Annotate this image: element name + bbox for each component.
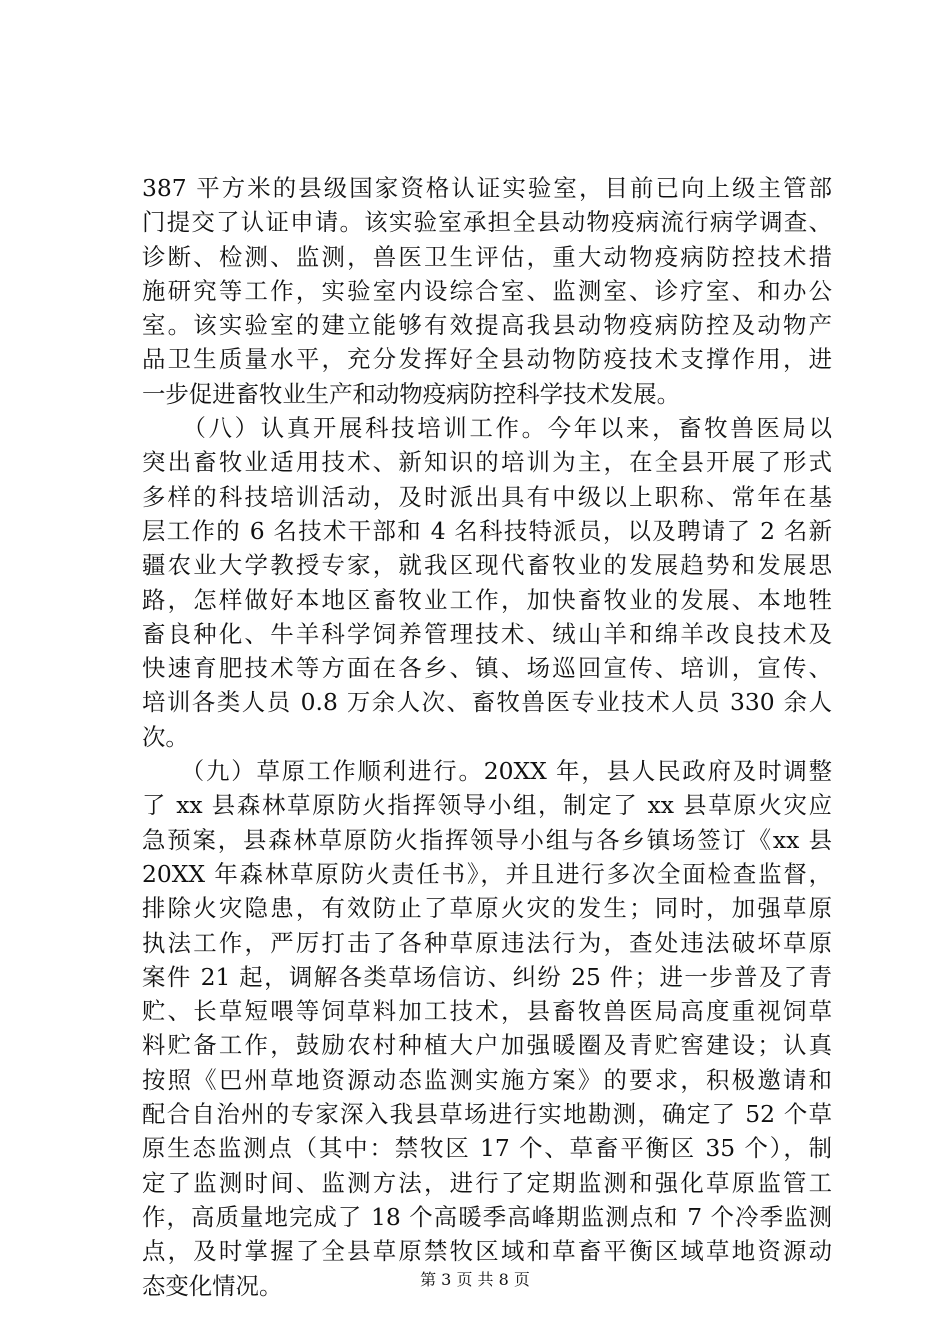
text-line: 层工作的 6 名技术干部和 4 名科技特派员，以及聘请了 2 名新 [142, 516, 832, 545]
document-body [142, 171, 832, 1303]
text-line: 执法工作，严厉打击了各种草原违法行为，查处违法破坏草原 [142, 928, 832, 957]
text-line: 次。 [142, 722, 189, 751]
text-line: 配合自治州的专家深入我县草场进行实地勘测，确定了 52 个草 [142, 1100, 832, 1129]
paragraph-section-9-grassland [142, 754, 832, 1303]
text-line: 了 xx 县森林草原防火指挥领导小组，制定了 xx 县草原火灾应 [142, 791, 832, 820]
text-line: 点，及时掌握了全县草原禁牧区域和草畜平衡区域草地资源动 [142, 1237, 832, 1266]
text-line: 作，高质量地完成了 18 个高暖季高峰期监测点和 7 个冷季监测 [142, 1202, 832, 1231]
text-line: 施研究等工作，实验室内设综合室、监测室、诊疗室、和办公 [142, 276, 832, 305]
text-line: 品卫生质量水平，充分发挥好全县动物防疫技术支撑作用，进 [142, 345, 832, 374]
paragraph-lab-description [142, 171, 832, 411]
text-line: 畜良种化、牛羊科学饲养管理技术、绒山羊和绵羊改良技术及 [142, 619, 832, 648]
text-line: （九）草原工作顺利进行。20XX 年，县人民政府及时调整 [142, 757, 832, 786]
text-line: 突出畜牧业适用技术、新知识的培训为主，在全县开展了形式 [142, 448, 832, 477]
text-line: 387 平方米的县级国家资格认证实验室，目前已向上级主管部 [142, 174, 832, 202]
text-line: 原生态监测点（其中：禁牧区 17 个、草畜平衡区 35 个），制 [142, 1134, 832, 1163]
text-line: 定了监测时间、监测方法，进行了定期监测和强化草原监管工 [142, 1168, 832, 1197]
text-line: 案件 21 起，调解各类草场信访、纠纷 25 件；进一步普及了青 [142, 962, 832, 991]
text-line: 室。该实验室的建立能够有效提高我县动物疫病防控及动物产 [142, 311, 832, 340]
text-line: 门提交了认证申请。该实验室承担全县动物疫病流行病学调查、 [142, 208, 832, 237]
text-line: 疆农业大学教授专家，就我区现代畜牧业的发展趋势和发展思 [142, 551, 832, 580]
text-line: 急预案，县森林草原防火指挥领导小组与各乡镇场签订《xx 县 [142, 825, 832, 854]
text-line: 按照《巴州草地资源动态监测实施方案》的要求，积极邀请和 [142, 1065, 832, 1094]
page-number-footer: 第 3 页 共 8 页 [420, 1270, 530, 1289]
text-line: （八）认真开展科技培训工作。今年以来，畜牧兽医局以 [142, 414, 832, 443]
text-line: 培训各类人员 0.8 万余人次、畜牧兽医专业技术人员 330 余人 [142, 688, 832, 717]
text-line: 排除火灾隐患，有效防止了草原火灾的发生；同时，加强草原 [142, 894, 832, 923]
text-line: 快速育肥技术等方面在各乡、镇、场巡回宣传、培训，宣传、 [142, 654, 832, 683]
text-line: 贮、长草短喂等饲草料加工技术，县畜牧兽医局高度重视饲草 [142, 997, 832, 1026]
text-line: 诊断、检测、监测，兽医卫生评估，重大动物疫病防控技术措 [142, 242, 832, 271]
text-line: 料贮备工作，鼓励农村种植大户加强暖圈及青贮窖建设；认真 [142, 1031, 832, 1060]
text-line: 态变化情况。 [142, 1271, 283, 1300]
text-line: 多样的科技培训活动，及时派出具有中级以上职称、常年在基 [142, 482, 832, 511]
text-line: 路，怎样做好本地区畜牧业工作，加快畜牧业的发展、本地牲 [142, 585, 832, 614]
text-line: 一步促进畜牧业生产和动物疫病防控科学技术发展。 [142, 379, 680, 408]
paragraph-section-8-training [142, 411, 832, 754]
text-line: 20XX 年森林草原防火责任书》，并且进行多次全面检查监督， [142, 859, 832, 888]
